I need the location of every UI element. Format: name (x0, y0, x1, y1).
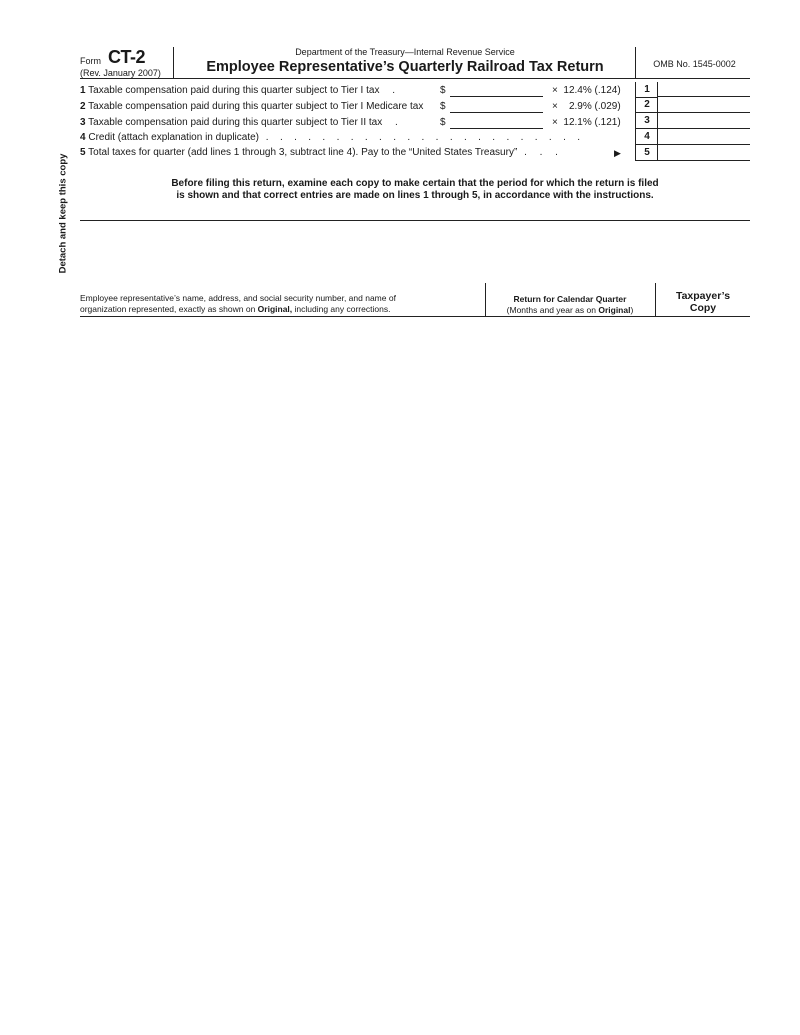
form-number: CT-2 (108, 47, 146, 67)
box-rule (635, 160, 658, 161)
rate-multiplier: × 12.1% (.121) (552, 117, 621, 128)
box-number: 1 (644, 84, 650, 95)
calendar-quarter-label: Return for Calendar Quarter (Months and year as on Original) (506, 294, 634, 315)
filing-instructions: Before filing this return, examine each copy to make certain that the period for which the return is filed is shown and that correct entries are made on lines 1 through 5, in accordance with the instructions. (171, 178, 659, 201)
line-1-total-field[interactable] (657, 96, 750, 97)
line-3-amount-field[interactable] (450, 128, 543, 129)
line-1-amount-field[interactable] (450, 96, 543, 97)
dollar-sign: $ (440, 101, 446, 112)
line-3-total-field[interactable] (657, 128, 750, 129)
line-2 (80, 99, 423, 115)
box-number: 3 (644, 115, 650, 126)
line-2-amount-field[interactable] (450, 112, 543, 113)
leader-dots: . . . (524, 147, 563, 158)
representative-info-label: Employee representative’s name, address, and social security number, and name of organization represented, exactly as shown on Original, including any corrections. (80, 293, 396, 314)
form-label: Form (80, 56, 101, 66)
arrow-right-icon: ▶ (614, 148, 621, 158)
line-5-total-field[interactable] (657, 160, 750, 161)
department: Department of the Treasury—Internal Revenue Service (295, 47, 515, 57)
line-number: 3 (80, 117, 86, 128)
line-1 (80, 83, 401, 99)
form-revision: (Rev. January 2007) (80, 68, 161, 78)
box-number: 4 (644, 131, 650, 142)
section-rule (80, 220, 750, 221)
header-rule (80, 78, 750, 79)
box-number: 5 (644, 147, 650, 158)
copy-designation: Taxpayer’s Copy (675, 290, 731, 314)
box-border (657, 82, 658, 160)
leader-dots: . (392, 85, 402, 96)
leader-dots: . (395, 117, 404, 128)
dollar-sign: $ (440, 85, 446, 96)
rate-multiplier: × 12.4% (.124) (552, 85, 621, 96)
side-instruction: Detach and keep this copy (57, 153, 69, 274)
rate-multiplier: × 2.9% (.029) (552, 101, 621, 112)
omb-number: OMB No. 1545-0002 (653, 59, 736, 69)
box-number: 2 (644, 99, 650, 110)
form-title: Employee Representative’s Quarterly Railroad Tax Return (206, 59, 604, 75)
line-4 (80, 130, 584, 146)
box-border (635, 82, 636, 160)
line-text: Taxable compensation paid during this quarter subject to Tier I Medicare tax (88, 101, 424, 112)
line-2-total-field[interactable] (657, 112, 750, 113)
line-text: Credit (attach explanation in duplicate) (88, 132, 259, 143)
line-3 (80, 115, 404, 131)
bottom-rule (80, 316, 750, 317)
line-number: 2 (80, 101, 86, 112)
line-text: Taxable compensation paid during this quarter subject to Tier I tax (88, 85, 380, 96)
dollar-sign: $ (440, 117, 446, 128)
line-4-total-field[interactable] (657, 144, 750, 145)
leader-dots: . . . . . . . . . . . . . . . . . . . . . . . (265, 132, 585, 143)
line-number: 1 (80, 85, 86, 96)
line-number: 4 (80, 132, 86, 143)
line-text: Total taxes for quarter (add lines 1 through 3, subtract line 4). Pay to the “United States Treasury” (88, 147, 518, 158)
line-number: 5 (80, 147, 86, 158)
line-text: Taxable compensation paid during this quarter subject to Tier II tax (88, 117, 383, 128)
line-5 (80, 145, 563, 161)
